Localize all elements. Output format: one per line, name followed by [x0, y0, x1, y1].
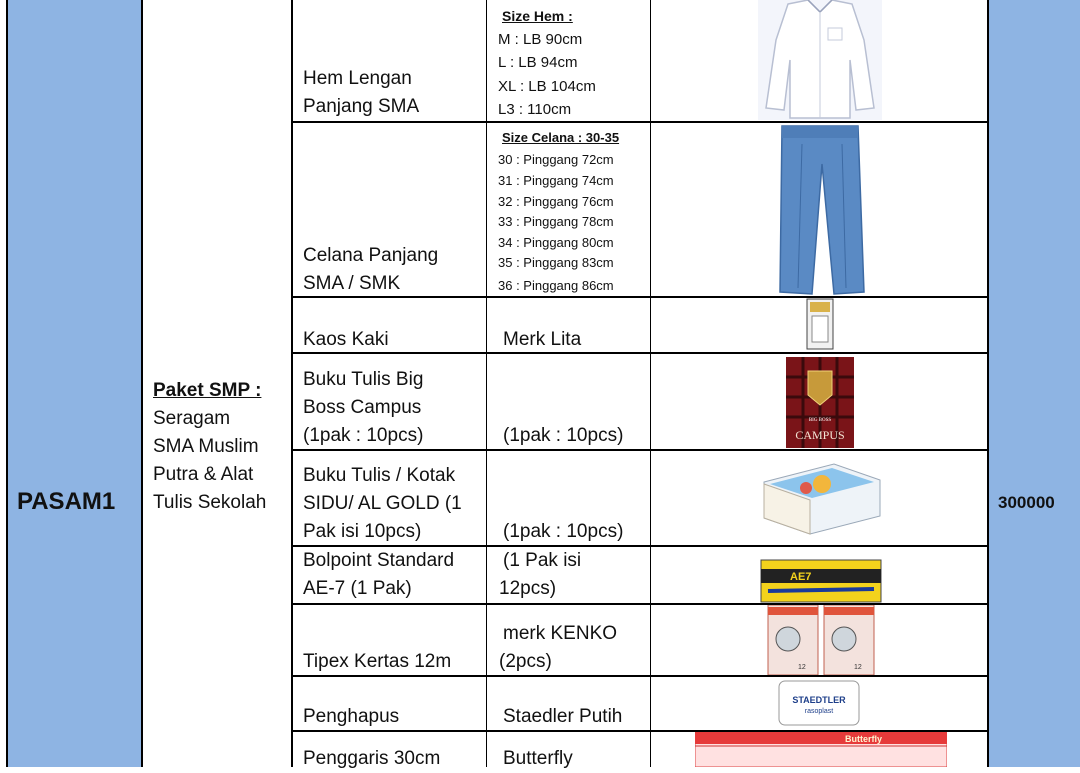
item-name: Penghapus	[303, 706, 400, 727]
brand-label: 12	[854, 664, 862, 671]
item-spec: 30 : Pinggang 72cm	[498, 152, 614, 167]
package-code: PASAM1	[17, 488, 116, 515]
socks-image	[806, 298, 834, 350]
item-name: Hem Lengan	[303, 68, 412, 89]
item-spec: M : LB 90cm	[498, 31, 583, 48]
item-spec: 36 : Pinggang 86cm	[498, 278, 614, 293]
item-spec-title: Size Hem :	[502, 8, 573, 24]
table-border	[486, 0, 487, 767]
item-spec: 32 : Pinggang 76cm	[498, 194, 614, 209]
item-spec: merk KENKO	[503, 623, 618, 644]
package-line: Seragam	[153, 408, 231, 429]
brand-label: Butterfly	[845, 734, 883, 744]
item-spec: Butterfly	[503, 748, 573, 769]
item-spec: Staedler Putih	[503, 706, 623, 727]
item-name: Penggaris 30cm	[303, 748, 441, 769]
item-name: Kaos Kaki	[303, 329, 389, 350]
item-spec: 33 : Pinggang 78cm	[498, 214, 614, 229]
correction-tape-image	[766, 605, 876, 675]
item-name: Tipex Kertas 12m	[303, 651, 452, 672]
item-name: (1pak : 10pcs)	[303, 425, 424, 446]
notebook-campus-image	[786, 357, 854, 448]
item-spec: (1pak : 10pcs)	[503, 425, 624, 446]
item-name: Bolpoint Standard	[303, 550, 455, 571]
left-code-column	[8, 0, 141, 767]
package-line: SMA Muslim	[153, 436, 259, 457]
item-spec: (2pcs)	[499, 651, 552, 672]
item-spec-title: Size Celana : 30-35	[502, 130, 620, 145]
item-spec: Merk Lita	[503, 329, 582, 350]
item-spec: XL : LB 104cm	[498, 78, 596, 95]
item-name: Buku Tulis Big	[303, 369, 424, 390]
eraser-image	[777, 677, 861, 729]
brand-label: CAMPUS	[795, 428, 845, 442]
item-name: Buku Tulis / Kotak	[303, 465, 456, 486]
item-spec: L3 : 110cm	[498, 101, 572, 118]
item-name: SMA / SMK	[303, 273, 401, 294]
brand-label: rasoplast	[804, 708, 834, 715]
row-divider	[291, 352, 989, 354]
package-line: Putra & Alat	[153, 464, 254, 485]
item-spec: 12pcs)	[499, 578, 557, 599]
row-divider	[291, 121, 989, 123]
item-name: SIDU/ AL GOLD (1	[303, 493, 462, 514]
pen-box-image	[760, 559, 882, 603]
brand-label: BIG BOSS	[808, 418, 832, 423]
package-title: Paket SMP :	[153, 380, 262, 401]
sidu-notebook-image	[760, 460, 884, 538]
table-border	[141, 0, 143, 767]
item-spec: (1pak : 10pcs)	[503, 521, 624, 542]
item-name: Boss Campus	[303, 397, 422, 418]
item-spec: (1 Pak isi	[503, 550, 582, 571]
item-spec: L : LB 94cm	[498, 54, 578, 71]
trousers-image	[772, 124, 868, 296]
shirt-image	[758, 0, 882, 120]
package-price: 300000	[998, 493, 1055, 512]
right-price-column	[989, 0, 1080, 767]
row-divider	[291, 603, 989, 605]
item-name: AE-7 (1 Pak)	[303, 578, 412, 599]
ruler-image	[695, 732, 947, 767]
brand-label: 12	[798, 664, 806, 671]
item-spec: 34 : Pinggang 80cm	[498, 235, 614, 250]
brand-label: AE7	[790, 571, 812, 583]
table-border	[6, 0, 8, 767]
item-name: Celana Panjang	[303, 245, 439, 266]
brand-label: STAEDTLER	[792, 695, 846, 705]
item-name: Pak isi 10pcs)	[303, 521, 422, 542]
table-border	[650, 0, 651, 767]
item-spec: 35 : Pinggang 83cm	[498, 255, 614, 270]
item-name: Panjang SMA	[303, 96, 420, 117]
item-spec: 31 : Pinggang 74cm	[498, 173, 614, 188]
table-border	[291, 0, 293, 767]
package-line: Tulis Sekolah	[153, 492, 267, 513]
table-border	[987, 0, 989, 767]
